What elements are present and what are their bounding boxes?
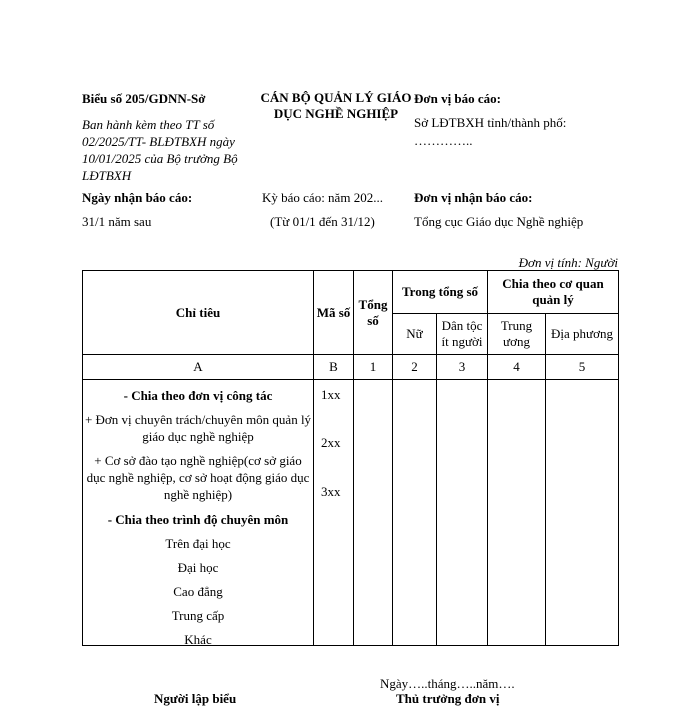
header-code: Mã số [314,271,354,355]
report-period-value: (Từ 01/1 đến 31/12) [270,214,375,229]
header-total: Tổng số [354,271,393,355]
header-central: Trung ương [488,314,546,355]
col-index-3: 3 [437,355,488,380]
document-title: CÁN BỘ QUẢN LÝ GIÁO DỤC NGHỀ NGHIỆP [260,90,412,121]
total-column [354,380,393,646]
row-code: 1xx [321,387,341,402]
header-female: Nữ [393,314,437,355]
col-index-2: 2 [393,355,437,380]
list-item: Khác [184,632,212,647]
list-item: Trung cấp [171,608,225,623]
issued-note: Ban hành kèm theo TT số 02/2025/TT- BLĐTBXH ngày 10/01/2025 của Bộ trưởng Bộ LĐTBXH [82,117,238,183]
header-ethnic: Dân tộc ít người [437,314,488,355]
list-item: Trên đại học [165,536,231,551]
central-column [488,380,546,646]
col-index-1: 1 [354,355,393,380]
list-item: - Chia theo trình độ chuyên môn [107,512,289,527]
reporting-unit-label: Đơn vị báo cáo: [414,91,502,106]
reporting-unit-value: Sở LĐTBXH tỉnh/thành phố: ………….. [414,115,567,148]
receiving-unit-label: Đơn vị nhận báo cáo: [414,190,533,205]
received-date-label: Ngày nhận báo cáo: [82,190,193,205]
col-index-a: A [83,355,314,380]
report-period-label: Kỳ báo cáo: năm 202... [262,190,383,205]
received-date-value: 31/1 năm sau [82,214,152,229]
report-table [82,270,619,646]
header-local: Địa phương [546,314,619,355]
list-item: + Đơn vị chuyên trách/chuyên môn quản lý giáo dục nghề nghiệp [84,412,312,444]
col-index-b: B [314,355,354,380]
col-index-5: 5 [546,355,619,380]
head-of-unit-label: Thủ trưởng đơn vị [396,691,500,706]
receiving-unit-value: Tổng cục Giáo dục Nghề nghiệp [414,214,584,229]
list-item: - Chia theo đơn vị công tác [123,388,273,403]
row-code: 3xx [321,484,341,499]
female-column [393,380,437,646]
date-line: Ngày…..tháng…..năm…. [380,676,515,691]
header-by-agency: Chia theo cơ quan quản lý [488,271,619,314]
list-item: Cao đẳng [173,584,223,599]
form-code: Biểu số 205/GDNN-Sở [82,91,206,106]
header-of-which: Trong tổng số [393,271,488,314]
col-index-4: 4 [488,355,546,380]
ethnic-column [437,380,488,646]
row-code: 2xx [321,435,341,450]
indicator-column [83,380,314,646]
list-item: + Cơ sở đào tạo nghề nghiệp(cơ sở giáo dục nghề nghiệp, cơ sở hoạt động giáo dục nghề nghiệp) [86,453,310,502]
list-item: Đại học [177,560,219,575]
preparer-label: Người lập biểu [154,691,237,706]
code-column [314,380,354,646]
unit-note: Đơn vị tính: Người [518,255,618,270]
header-indicator: Chỉ tiêu [83,271,314,355]
local-column [546,380,619,646]
